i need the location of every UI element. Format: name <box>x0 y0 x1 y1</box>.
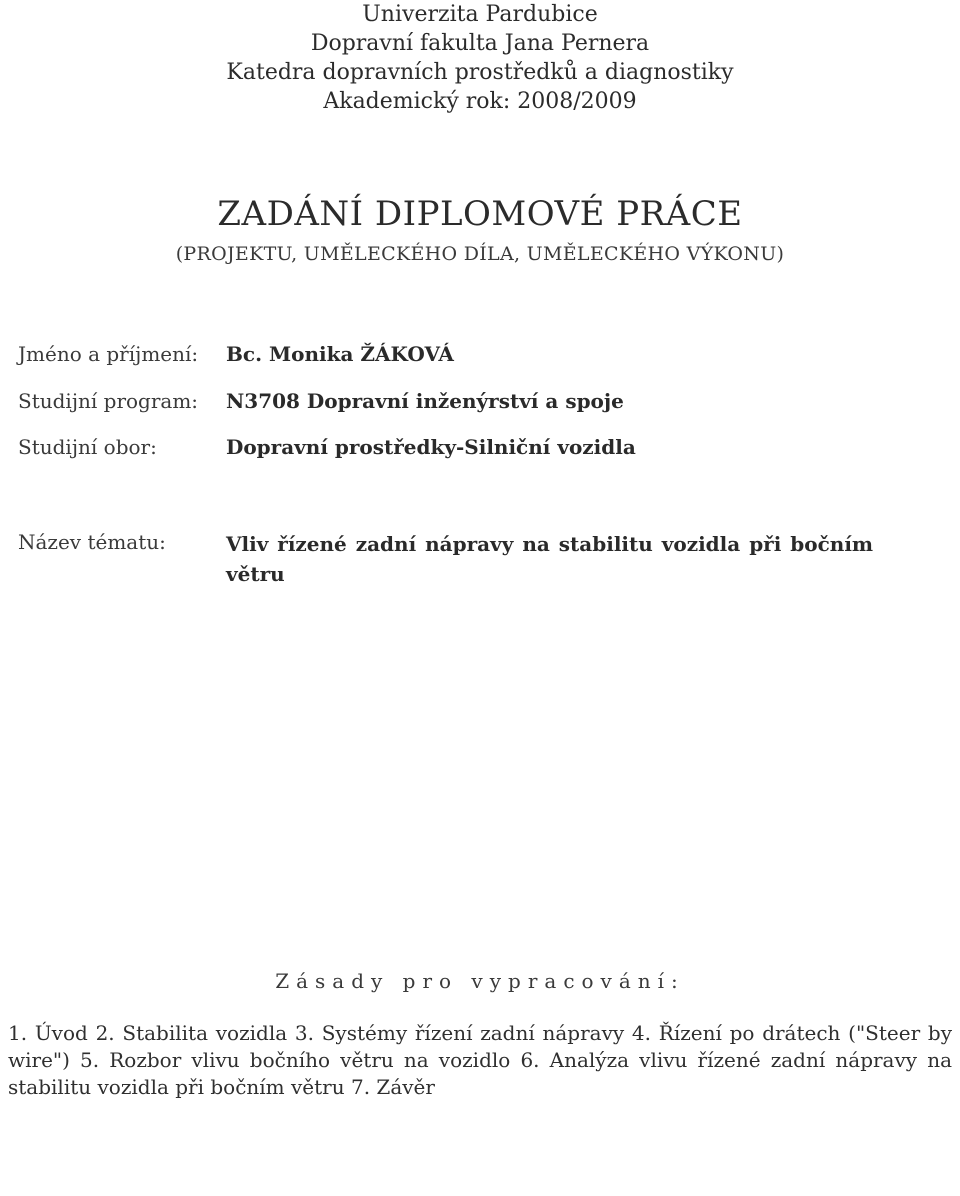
academic-year: Akademický rok: 2008/2009 <box>323 89 637 114</box>
topic-label: Název tématu: <box>18 530 166 554</box>
principles-heading: Zásady pro vypracování: <box>275 969 685 993</box>
principles-body: 1. Úvod 2. Stabilita vozidla 3. Systémy řízení zadní nápravy 4. Řízení po drátech ("Steer by wire") 5. Rozbor vlivu bočního větru na vozidlo 6. Analýza vlivu řízené zadní nápravy na stabilitu vozidla při bočním větru 7. Závěr <box>8 1021 952 1099</box>
university-name: Univerzita Pardubice <box>362 2 598 27</box>
topic-value: Vliv řízené zadní nápravy na stabilitu vozidla při bočním větru <box>226 532 874 586</box>
document-title: ZADÁNÍ DIPLOMOVÉ PRÁCE <box>217 194 743 234</box>
field-label: Studijní obor: <box>18 435 157 459</box>
name-label: Jméno a příjmení: <box>18 342 199 366</box>
document-subtitle: (PROJEKTU, UMĚLECKÉHO DÍLA, UMĚLECKÉHO VÝKONU) <box>175 243 785 265</box>
faculty-name: Dopravní fakulta Jana Pernera <box>310 31 650 56</box>
program-label: Studijní program: <box>18 389 199 413</box>
department-name: Katedra dopravních prostředků a diagnostiky <box>226 60 734 85</box>
program-value: N3708 Dopravní inženýrství a spoje <box>226 389 624 413</box>
field-value: Dopravní prostředky-Silniční vozidla <box>226 435 636 459</box>
name-value: Bc. Monika ŽÁKOVÁ <box>226 342 454 366</box>
